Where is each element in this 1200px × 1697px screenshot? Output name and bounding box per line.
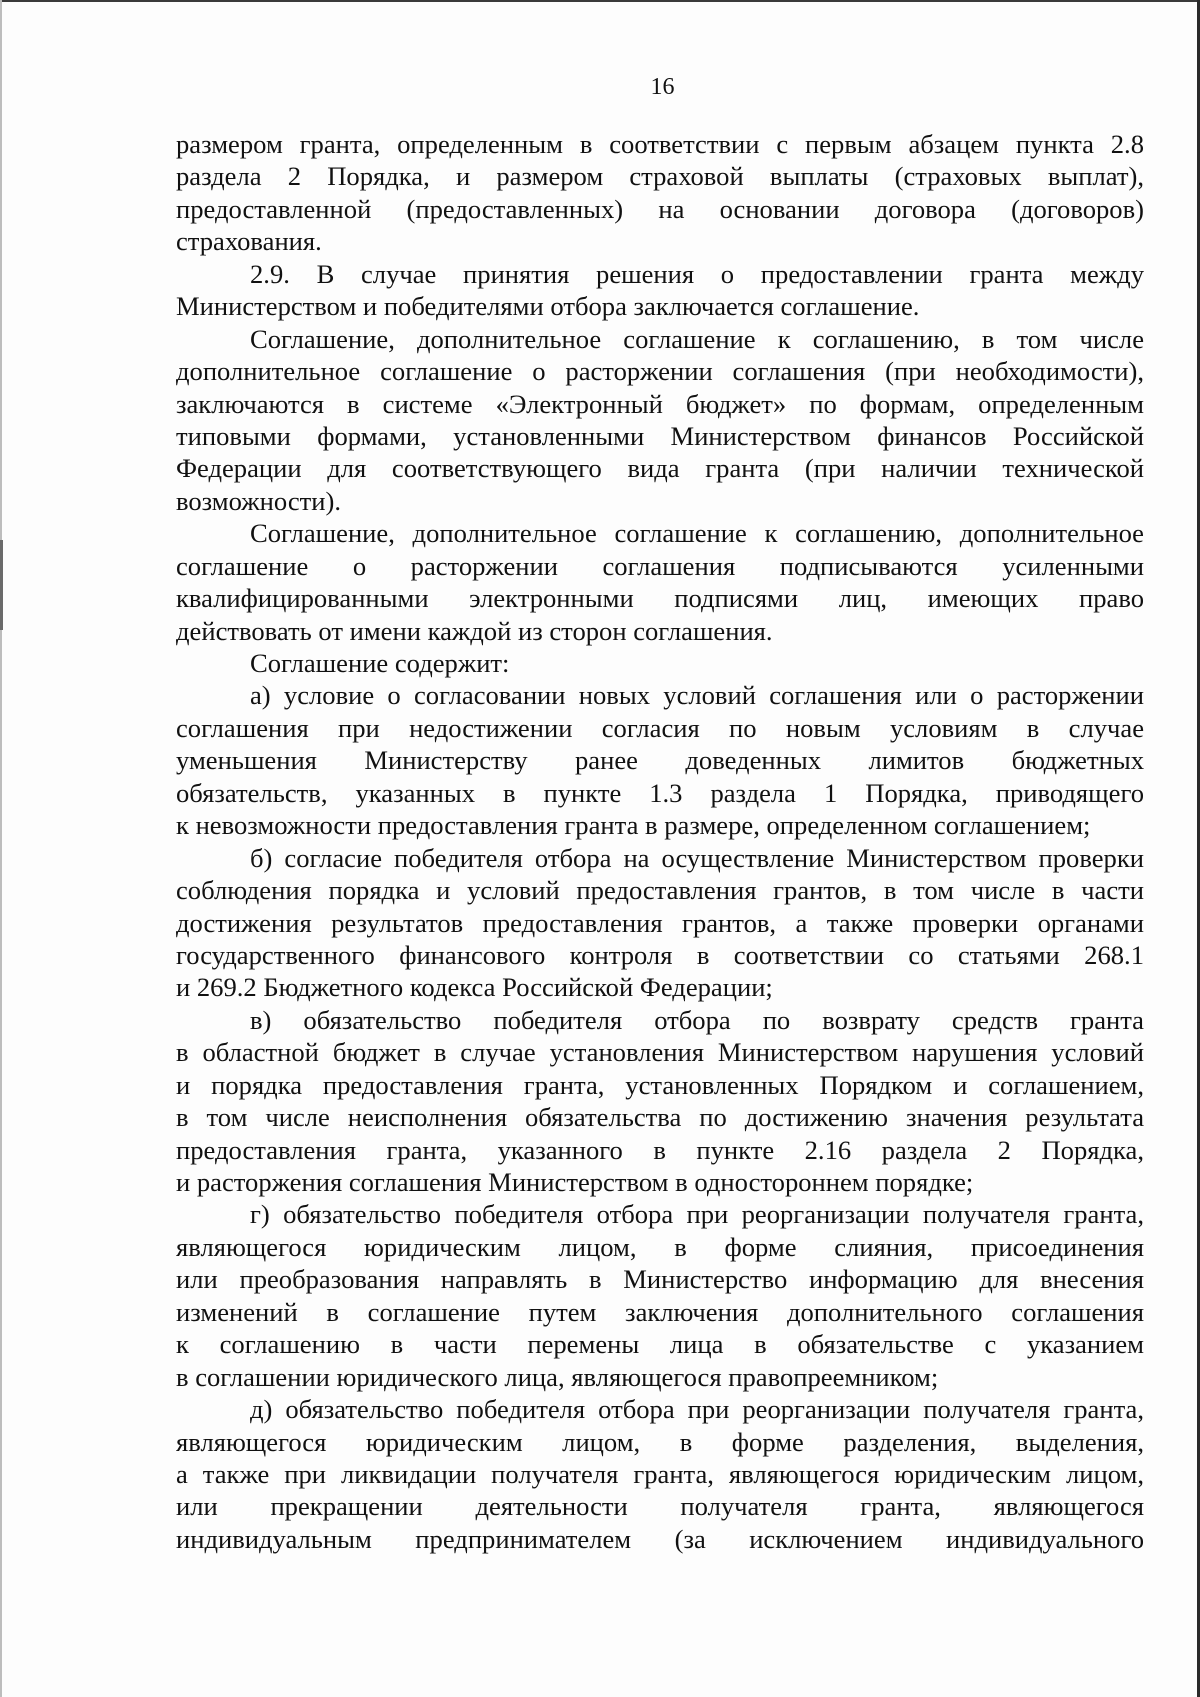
text-line: квалифицированными электронными подписями лиц, имеющих право [176, 583, 1144, 614]
text-line: в соглашении юридического лица, являющегося правопреемником; [176, 1361, 939, 1392]
text-line: д) обязательство победителя отбора при реорганизации получателя гранта, [250, 1394, 1144, 1425]
text-line: соглашение о расторжении соглашения подписываются усиленными [176, 550, 1144, 581]
text-line: соблюдения порядка и условий предоставления грантов, в том числе в части [176, 875, 1144, 906]
text-line: Соглашение содержит: [250, 648, 510, 678]
text-line: или преобразования направлять в Министерство информацию для внесения [176, 1264, 1144, 1295]
text-line: страхования. [176, 226, 322, 257]
text-line: Федерации для соответствующего вида гранта (при наличии технической [176, 453, 1144, 484]
text-line: индивидуальным предпринимателем (за исключением индивидуального [176, 1523, 1144, 1554]
text-line: обязательств, указанных в пункте 1.3 раздела 1 Порядка, приводящего [176, 777, 1144, 808]
scan-edge-top [0, 0, 1200, 2]
text-line: изменений в соглашение путем заключения дополнительного соглашения [176, 1296, 1144, 1327]
text-line: размером гранта, определенным в соответствии с первым абзацем пункта 2.8 [176, 129, 1144, 159]
text-line: являющегося юридическим лицом, в форме разделения, выделения, [176, 1426, 1144, 1457]
text-line: или прекращении деятельности получателя гранта, являющегося [176, 1491, 1144, 1522]
text-line: уменьшения Министерству ранее доведенных лимитов бюджетных [176, 745, 1144, 776]
scan-mark [0, 540, 3, 630]
text-line: действовать от имени каждой из сторон соглашения. [176, 615, 773, 646]
text-line: к невозможности предоставления гранта в размере, определенном соглашением; [176, 810, 1091, 841]
text-line: к соглашению в части перемены лица в обязательстве с указанием [176, 1329, 1144, 1360]
scan-edge-left [0, 0, 2, 1697]
text-line: дополнительное соглашение о расторжении соглашения (при необходимости), [176, 356, 1144, 387]
text-line: 2.9. В случае принятия решения о предоставлении гранта между [250, 258, 1144, 289]
text-line: б) согласие победителя отбора на осуществление Министерством проверки [250, 842, 1144, 873]
text-line: в областной бюджет в случае установления Министерством нарушения условий [176, 1037, 1144, 1068]
text-line: Соглашение, дополнительное соглашение к соглашению, в том числе [250, 323, 1144, 354]
text-line: предоставленной (предоставленных) на основании договора (договоров) [176, 193, 1144, 224]
text-line: в том числе неисполнения обязательства по достижению значения результата [176, 1102, 1144, 1133]
text-line: типовыми формами, установленными Министерством финансов Российской [176, 420, 1144, 451]
text-line: являющегося юридическим лицом, в форме слияния, присоединения [176, 1231, 1144, 1262]
text-line: г) обязательство победителя отбора при реорганизации получателя гранта, [250, 1199, 1144, 1230]
text-line: Министерством и победителями отбора заключается соглашение. [176, 291, 920, 322]
text-line: раздела 2 Порядка, и размером страховой выплаты (страховых выплат), [176, 161, 1144, 192]
text-line: а) условие о согласовании новых условий соглашения или о расторжении [250, 680, 1144, 711]
text-line: Соглашение, дополнительное соглашение к соглашению, дополнительное [250, 518, 1144, 549]
text-line: соглашения при недостижении согласия по новым условиям в случае [176, 712, 1144, 743]
text-line: заключаются в системе «Электронный бюджет» по формам, определенным [176, 388, 1144, 419]
text-line: достижения результатов предоставления грантов, а также проверки органами [176, 907, 1144, 938]
text-line: возможности). [176, 485, 341, 516]
body-text [176, 128, 1144, 1555]
text-line: предоставления гранта, указанного в пункте 2.16 раздела 2 Порядка, [176, 1134, 1144, 1165]
text-line: государственного финансового контроля в соответствии со статьями 268.1 [176, 939, 1144, 970]
text-line: и расторжения соглашения Министерством в одностороннем порядке; [176, 1167, 974, 1197]
text-line: в) обязательство победителя отбора по возврату средств гранта [250, 1004, 1144, 1035]
page-number: 16 [650, 74, 675, 100]
text-line: и 269.2 Бюджетного кодекса Российской Федерации; [176, 972, 773, 1003]
text-line: и порядка предоставления гранта, установленных Порядком и соглашением, [176, 1069, 1144, 1100]
text-line: а также при ликвидации получателя гранта, являющегося юридическим лицом, [176, 1458, 1144, 1489]
